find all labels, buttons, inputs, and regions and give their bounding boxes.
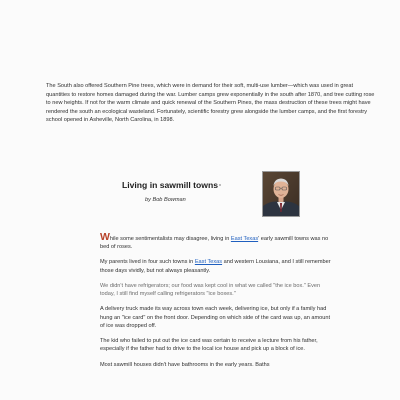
decorative-dot [219, 184, 221, 186]
text-run: ' early sawmill towns was no bed of roses. [100, 236, 329, 251]
article-paragraph [100, 231, 332, 251]
east-texas-link[interactable]: East Texas [230, 236, 259, 242]
text-run: and western Lousiana, and I still remember those days vividly, but not always pleasantly. [100, 259, 331, 274]
text-run: My parents lived in four such towns in [100, 259, 195, 266]
article-paragraph: We didn't have refrigerators; our food was kept cool in what we called "the ice box." Even today, I still find myself calling refrigerators "ice boxes." [100, 282, 321, 298]
author-portrait [262, 171, 300, 217]
text-run: hile some sentimentalists may disagree, living in [109, 236, 231, 242]
article-body [100, 231, 332, 376]
article-title: Living in sawmill towns [122, 180, 218, 190]
article-paragraph: The kid who failed to put out the ice card was certain to receive a lecture from his father, especially if the father had to drive to the local ice house and pick up a block of ice. [100, 338, 318, 353]
drop-cap: W [100, 231, 110, 243]
article-paragraph: A delivery truck made its way across town each week, delivering ice, but only if a family had hung an "ice card" on the front door. Depending on which side of the card was up, an amount of ice was dropped off. [100, 306, 331, 329]
article-paragraph [100, 258, 332, 274]
article-paragraph: Most sawmill houses didn't have bathrooms in the early years. Baths [100, 361, 270, 368]
article-byline: by Bob Bowman [145, 197, 186, 203]
intro-paragraph: The South also offered Southern Pine trees, which were in demand for their soft, multi-use lumber—which was used in great quantities to restore homes damaged during the war. Lumber camps grew exponentially in the south after 1870, and tree cutting rose to new heights. If not for the warm climate and quick renewal of the Southern Pines, the mass destruction of these trees might have rendered the south an ecological wasteland. Fortunately, scientific forestry grew alongside the lumber camps, and the first forestry school opened in Asheville, North Carolina, in 1898. [46, 83, 375, 124]
east-texas-link[interactable]: East Texas [194, 259, 223, 266]
